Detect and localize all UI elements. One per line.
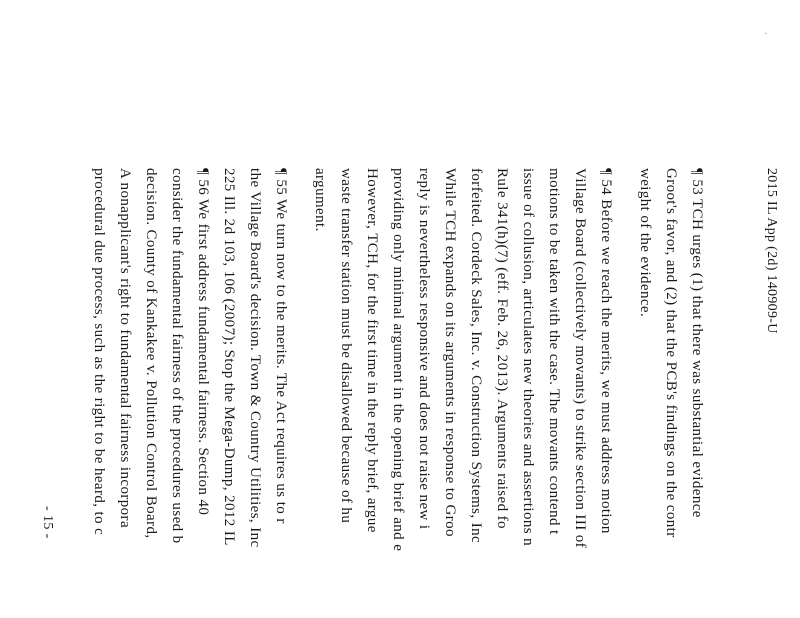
text-line [465,0,489,618]
text-line [634,0,658,618]
text-line [387,0,411,618]
text-line [309,0,333,618]
running-header [760,0,784,618]
text-line [413,0,437,618]
text-line [686,0,710,618]
text-line [140,0,164,618]
text-line [244,0,268,618]
page-number-text: - 15 - [40,506,55,539]
line-text: 225 Ill. 2d 103, 106 (2007); Stop the Mega-Dump, 2012 IL [221,168,237,546]
line-text: argument. [312,168,328,232]
line-text: While TCH expands on its arguments in response to Groo [442,168,458,537]
text-line [88,0,112,618]
scan-speck: · [764,28,768,39]
line-text: Village Board (collectively movants) to strike section III of [572,168,588,549]
line-text: waste transfer station must be disallowed because of hu [338,168,354,524]
line-text: procedural due process, such as the right to be heard, to c [91,168,107,536]
line-text: consider the fundamental fairness of the procedures used b [169,168,185,544]
line-text: decision. County of Kankakee v. Pollution Control Board, [143,168,159,539]
line-text: ¶ 55 We turn now to the merits. The Act requires us to r [273,168,289,524]
line-text: providing only minimal argument in the opening brief and e [390,168,406,552]
text-line [660,0,684,618]
line-text: However, TCH, for the first time in the reply brief, argue [364,168,380,533]
text-line [543,0,567,618]
text-line [361,0,385,618]
line-text: motions to be taken with the case. The movants contend t [546,168,562,535]
line-text: ¶ 53 TCH urges (1) that there was substantial evidence [689,168,705,518]
page-number [36,0,60,618]
text-line [192,0,216,618]
line-text: ¶ 54 Before we reach the merits, we must address motion [598,168,614,534]
line-text: reply is nevertheless responsive and does not raise new i [416,168,432,530]
text-line [270,0,294,618]
text-line [218,0,242,618]
line-text: weight of the evidence. [637,168,653,318]
text-line [517,0,541,618]
text-line [114,0,138,618]
header-text: 2015 IL App (2d) 140909-U [764,168,779,334]
text-line [491,0,515,618]
text-line [335,0,359,618]
text-line [439,0,463,618]
line-text: ¶ 56 We first address fundamental fairness. Section 40 [195,168,211,516]
text-line [569,0,593,618]
line-text: the Village Board's decision. Town & Country Utilities, Inc [247,168,263,548]
text-line [166,0,190,618]
line-text: Groot's favor, and (2) that the PCB's findings on the contr [663,168,679,538]
line-text: forfeited. Cordeck Sales, Inc. v. Construction Systems, Inc [468,168,484,544]
text-line [595,0,619,618]
line-text: A nonapplicant's right to fundamental fairness incorpora [117,168,133,529]
line-text: issue of collusion, articulates new theories and assertions n [520,168,536,547]
line-text: Rule 341(h)(7) (eff. Feb. 26, 2013). Arguments raised fo [494,168,510,529]
